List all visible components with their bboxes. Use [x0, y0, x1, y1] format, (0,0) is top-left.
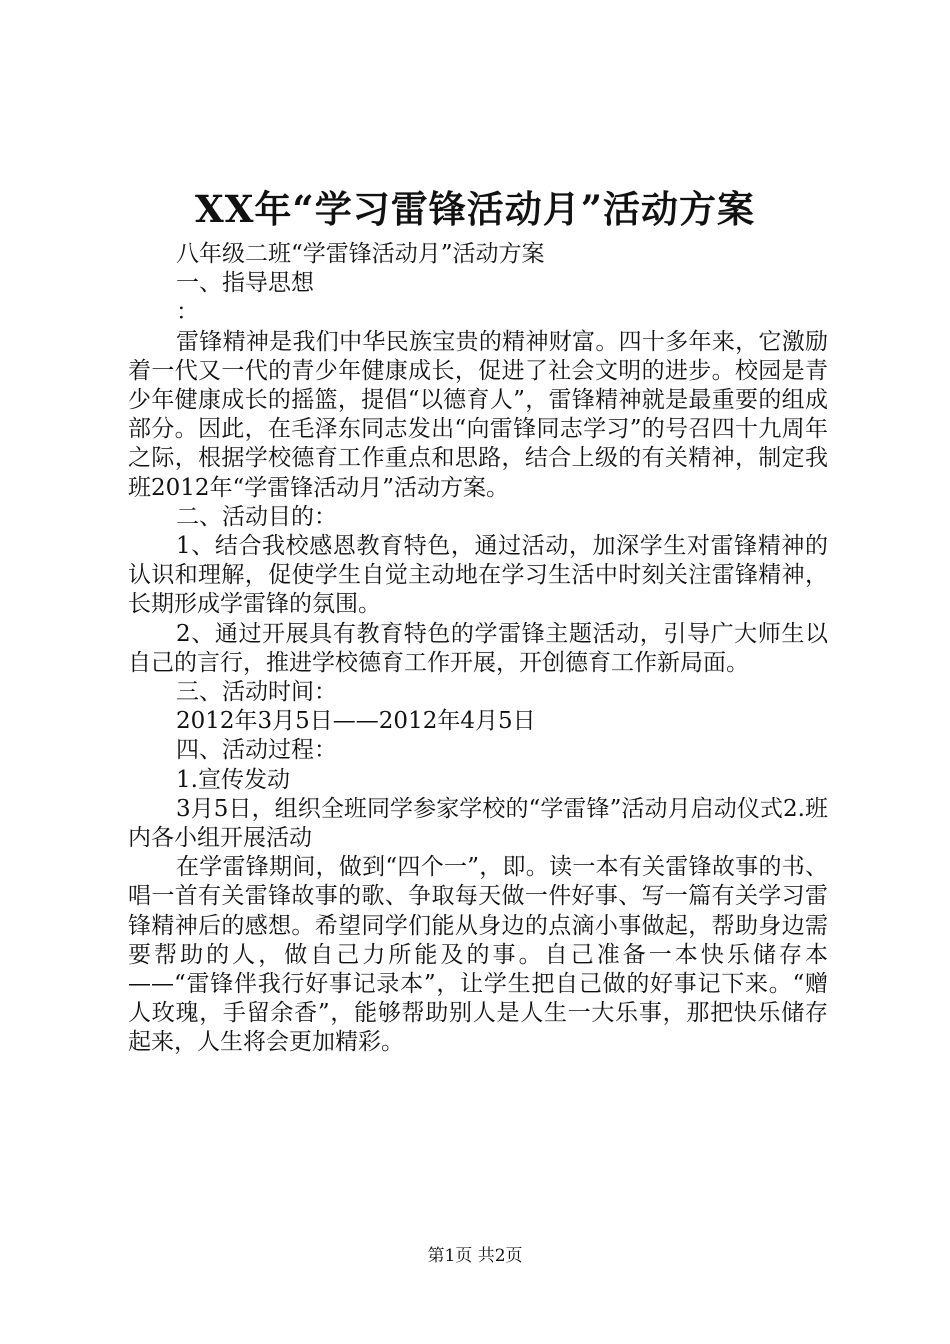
section-heading-guiding-idea: 一、指导思想	[176, 270, 314, 297]
section-heading-time: 三、活动时间：	[176, 679, 337, 706]
document-title: XX年“学习雷锋活动月”活动方案	[195, 187, 755, 231]
page-number-footer: 第1页 共2页	[427, 1246, 523, 1266]
purpose-item-1: 1、结合我校感恩教育特色，通过活动，加深学生对雷锋精神的认识和理解，促使学生自觉主动地在学习生活中时刻关注雷锋精神，长期形成学雷锋的氛围。	[128, 533, 828, 618]
process-step-1-heading: 1.宣传发动	[176, 766, 290, 793]
guiding-idea-paragraph: 雷锋精神是我们中华民族宝贵的精神财富。四十多年来，它激励着一代又一代的青少年健康成长，促进了社会文明的进步。校园是青少年健康成长的摇篮，提倡“以德育人”，雷锋精神就是最重要的组成部分。因此，在毛泽东同志发出“向雷锋同志学习”的号召四十九周年之际，根据学校德育工作重点和思路，结合上级的有关精神，制定我班2012年“学雷锋活动月”活动方案。	[128, 328, 828, 501]
colon-line: ：	[176, 299, 199, 326]
subtitle-paragraph: 八年级二班“学雷锋活动月”活动方案	[176, 241, 545, 267]
activity-time-paragraph: 2012年3月5日——2012年4月5日	[176, 708, 536, 735]
process-step-2-paragraph: 在学雷锋期间，做到“四个一”，即。读一本有关雷锋故事的书、唱一首有关雷锋故事的歌、争取每天做一件好事、写一篇有关学习雷锋精神后的感想。希望同学们能从身边的点滴小事做起，帮助身边需要帮助的人，做自己力所能及的事。自己准备一本快乐储存本——“雷锋伴我行好事记录本”，让学生把自己做的好事记下来。“赠人玫瑰，手留余香”，能够帮助别人是人生一大乐事，那把快乐储存起来，人生将会更加精彩。	[128, 854, 828, 1056]
document-body	[128, 240, 828, 1058]
process-step-1-paragraph: 3月5日，组织全班同学参家学校的“学雷锋”活动月启动仪式2.班内各小组开展活动	[128, 795, 828, 852]
purpose-item-2: 2、通过开展具有教育特色的学雷锋主题活动，引导广大师生以自己的言行，推进学校德育工作开展，开创德育工作新局面。	[128, 620, 828, 676]
section-heading-purpose: 二、活动目的：	[176, 503, 337, 530]
section-heading-process: 四、活动过程：	[176, 737, 337, 764]
